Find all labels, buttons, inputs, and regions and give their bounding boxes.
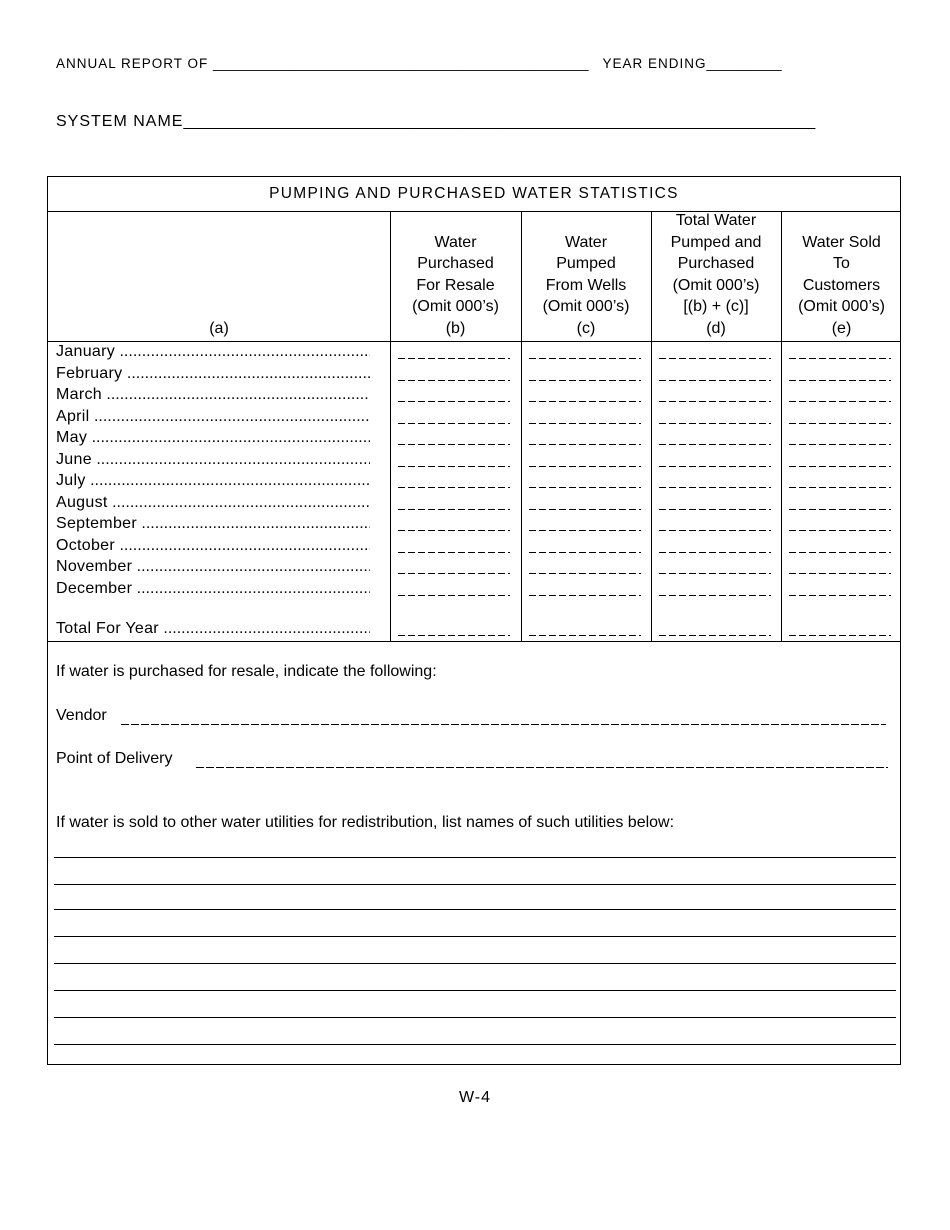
column-header-line: Water bbox=[434, 233, 477, 251]
entry-field-b[interactable] bbox=[398, 573, 510, 574]
entry-field-b[interactable] bbox=[398, 487, 510, 488]
system-name-label: SYSTEM NAME bbox=[56, 113, 184, 130]
entry-field-b[interactable] bbox=[398, 530, 510, 531]
entry-field-d[interactable] bbox=[659, 530, 771, 531]
entry-field-d[interactable] bbox=[659, 401, 771, 402]
utility-name-line[interactable] bbox=[54, 936, 896, 937]
resale-instructions: If water is purchased for resale, indicate the following: bbox=[56, 663, 437, 680]
entry-field-d[interactable] bbox=[659, 552, 771, 553]
entry-field-b[interactable] bbox=[398, 466, 510, 467]
entry-field-d[interactable] bbox=[659, 380, 771, 381]
month-row-label: September ..... bbox=[56, 515, 370, 536]
entry-field-b[interactable] bbox=[398, 444, 510, 445]
header-divider bbox=[48, 341, 900, 342]
entry-field-e[interactable] bbox=[789, 444, 891, 445]
entry-field-c[interactable] bbox=[529, 487, 641, 488]
annual-report-field[interactable]: __________________________________________________ bbox=[213, 56, 589, 71]
entry-field-e[interactable] bbox=[789, 573, 891, 574]
entry-field-c[interactable] bbox=[529, 509, 641, 510]
column-header-line: Pumped bbox=[556, 255, 616, 272]
col-a-header bbox=[48, 211, 390, 341]
column-header-line: (Omit 000’s) bbox=[798, 298, 885, 315]
column-header-line: (e) bbox=[831, 319, 852, 337]
entry-field-b[interactable] bbox=[398, 380, 510, 381]
month-row-label: February ..... bbox=[56, 365, 370, 386]
utility-name-line[interactable] bbox=[54, 1017, 896, 1018]
entry-field-d[interactable] bbox=[659, 466, 771, 467]
month-row-label: August ..... bbox=[56, 494, 370, 515]
column-header-line: (Omit 000’s) bbox=[672, 276, 760, 294]
entry-field-e[interactable] bbox=[789, 595, 891, 596]
column-header-line: From Wells bbox=[545, 276, 627, 294]
entry-field-b[interactable] bbox=[398, 595, 510, 596]
entry-field-e[interactable] bbox=[789, 466, 891, 467]
utility-name-line[interactable] bbox=[54, 963, 896, 964]
column-header-line: To bbox=[833, 255, 850, 272]
entry-field-b[interactable] bbox=[398, 401, 510, 402]
entry-field-e[interactable] bbox=[789, 380, 891, 381]
column-header-line: Purchased bbox=[677, 255, 755, 272]
entry-field-c[interactable] bbox=[529, 423, 641, 424]
col-d-header bbox=[651, 211, 781, 341]
page-number: W-4 bbox=[458, 1089, 492, 1106]
month-row-label: May ..... bbox=[56, 429, 370, 450]
entry-field-c[interactable] bbox=[529, 380, 641, 381]
column-header-line: For Resale bbox=[416, 276, 495, 294]
month-row-label: July ..... bbox=[56, 472, 370, 493]
entry-field-d[interactable] bbox=[659, 509, 771, 510]
year-ending-label: YEAR ENDING bbox=[602, 56, 707, 71]
utility-name-line[interactable] bbox=[54, 990, 896, 991]
entry-field-b[interactable] bbox=[398, 635, 510, 636]
system-name-field[interactable]: _______________________________________________________________________ bbox=[183, 113, 816, 130]
col-b-header bbox=[390, 211, 521, 341]
entry-field-c[interactable] bbox=[529, 595, 641, 596]
utility-name-line[interactable] bbox=[54, 884, 896, 885]
entry-field-c[interactable] bbox=[529, 635, 641, 636]
vendor-field[interactable] bbox=[121, 724, 886, 725]
table-bottom-divider bbox=[48, 641, 900, 642]
entry-field-b[interactable] bbox=[398, 423, 510, 424]
column-header-line: Water Sold bbox=[802, 233, 881, 251]
col-c-header bbox=[521, 211, 651, 341]
point-of-delivery-field[interactable] bbox=[196, 767, 888, 768]
entry-field-c[interactable] bbox=[529, 358, 641, 359]
redistribution-instructions: If water is sold to other water utilities for redistribution, list names of such utilities below: bbox=[56, 814, 675, 831]
column-header-line: Water bbox=[564, 233, 608, 251]
utility-name-line[interactable] bbox=[54, 909, 896, 910]
entry-field-e[interactable] bbox=[789, 401, 891, 402]
vendor-label: Vendor bbox=[56, 707, 107, 724]
year-ending-field[interactable]: __________ bbox=[706, 56, 782, 71]
entry-field-b[interactable] bbox=[398, 552, 510, 553]
column-header-line: (a) bbox=[209, 319, 229, 337]
month-row-label: December ..... bbox=[56, 580, 370, 601]
entry-field-e[interactable] bbox=[789, 423, 891, 424]
entry-field-c[interactable] bbox=[529, 444, 641, 445]
column-header-line: Total Water bbox=[675, 212, 757, 229]
column-header-line: (b) bbox=[445, 319, 466, 337]
annual-report-label: ANNUAL REPORT OF bbox=[56, 56, 209, 71]
entry-field-e[interactable] bbox=[789, 487, 891, 488]
column-header-line: (Omit 000’s) bbox=[412, 298, 499, 315]
month-row-label: October ..... bbox=[56, 537, 370, 558]
col-e-header bbox=[781, 211, 902, 341]
entry-field-d[interactable] bbox=[659, 444, 771, 445]
entry-field-d[interactable] bbox=[659, 423, 771, 424]
entry-field-c[interactable] bbox=[529, 401, 641, 402]
entry-field-e[interactable] bbox=[789, 635, 891, 636]
entry-field-d[interactable] bbox=[659, 358, 771, 359]
month-row-label: April ..... bbox=[56, 408, 370, 429]
entry-field-c[interactable] bbox=[529, 552, 641, 553]
month-row-label: November ..... bbox=[56, 558, 370, 579]
entry-field-d[interactable] bbox=[659, 595, 771, 596]
system-name-line bbox=[56, 113, 815, 131]
column-header-line: (d) bbox=[706, 319, 726, 337]
entry-field-c[interactable] bbox=[529, 573, 641, 574]
entry-field-d[interactable] bbox=[659, 573, 771, 574]
column-header-line: Purchased bbox=[417, 255, 494, 272]
point-of-delivery-label: Point of Delivery bbox=[56, 750, 173, 767]
column-header-line: Customers bbox=[802, 276, 881, 294]
table-title: PUMPING AND PURCHASED WATER STATISTICS bbox=[48, 177, 900, 212]
month-row-label: March ..... bbox=[56, 386, 370, 407]
column-header-line: (c) bbox=[576, 319, 596, 337]
entry-field-e[interactable] bbox=[789, 358, 891, 359]
entry-field-e[interactable] bbox=[789, 530, 891, 531]
utility-name-line[interactable] bbox=[54, 857, 896, 858]
month-row-label: June ..... bbox=[56, 451, 370, 472]
entry-field-b[interactable] bbox=[398, 509, 510, 510]
entry-field-c[interactable] bbox=[529, 530, 641, 531]
month-row-label: January ..... bbox=[56, 343, 370, 364]
entry-field-d[interactable] bbox=[659, 487, 771, 488]
entry-field-c[interactable] bbox=[529, 466, 641, 467]
column-header-line: Pumped and bbox=[670, 233, 762, 251]
entry-field-e[interactable] bbox=[789, 509, 891, 510]
entry-field-e[interactable] bbox=[789, 552, 891, 553]
column-header-line: (Omit 000’s) bbox=[542, 298, 630, 315]
utility-name-line[interactable] bbox=[54, 1044, 896, 1045]
annual-report-line bbox=[56, 56, 782, 71]
entry-field-d[interactable] bbox=[659, 635, 771, 636]
total-row-label: Total For Year ..... bbox=[56, 620, 370, 641]
water-statistics-form bbox=[47, 176, 901, 1065]
column-header-line: [(b) + (c)] bbox=[683, 298, 749, 315]
entry-field-b[interactable] bbox=[398, 358, 510, 359]
